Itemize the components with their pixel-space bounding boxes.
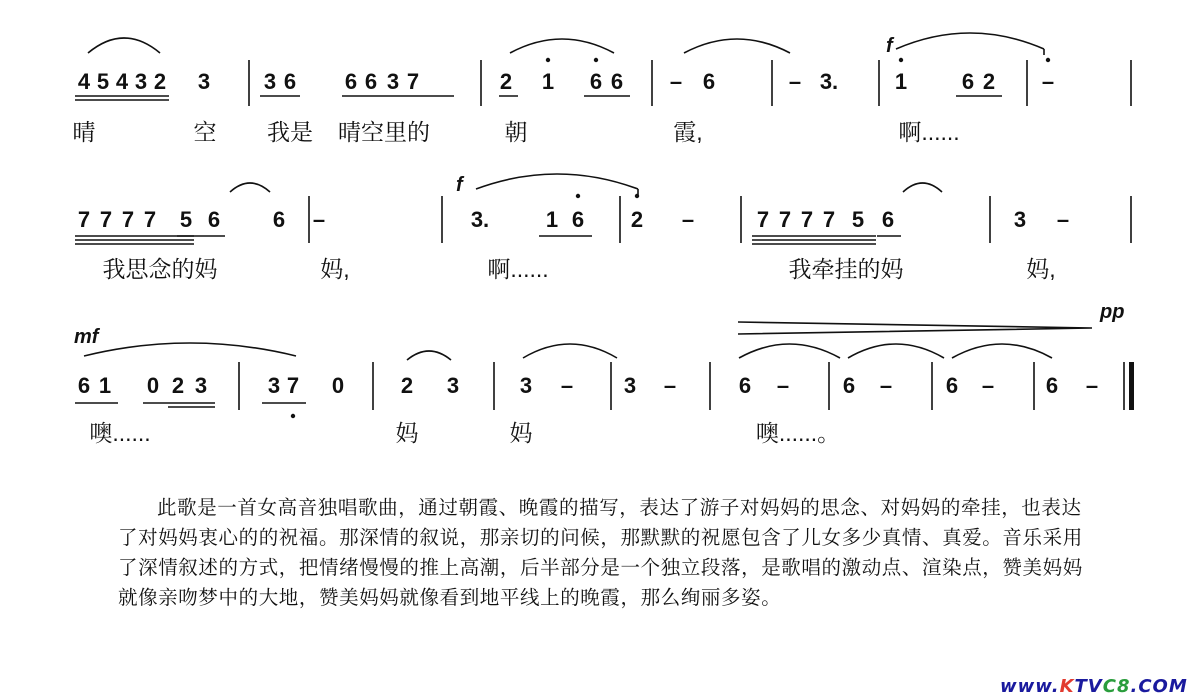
lyric: 我牵挂的妈 — [788, 256, 904, 282]
slur — [407, 351, 451, 360]
lyric: 晴空里的 — [338, 119, 430, 145]
note: 7 — [822, 207, 836, 232]
note: – — [1041, 69, 1055, 94]
note: 5 — [851, 207, 865, 232]
note: 2 — [499, 69, 513, 94]
slur — [84, 343, 296, 356]
note: – — [879, 373, 893, 398]
slur — [230, 183, 270, 192]
site-watermark — [1000, 676, 1188, 697]
slur — [684, 39, 790, 53]
slur — [952, 344, 1052, 358]
note: 6 — [344, 69, 358, 94]
note: 2 — [982, 69, 996, 94]
note: 3 — [194, 373, 208, 398]
note: 6 — [283, 69, 297, 94]
note: – — [776, 373, 790, 398]
note: 3 — [263, 69, 277, 94]
lyric: 空 — [193, 119, 217, 145]
lyric: 霞, — [673, 119, 703, 145]
note: 6 — [77, 373, 91, 398]
octave-dot — [594, 58, 598, 62]
note: – — [669, 69, 683, 94]
note: 3 — [267, 373, 281, 398]
note: – — [681, 207, 695, 232]
song-description: 此歌是一首女高音独唱歌曲，通过朝霞、晚霞的描写，表达了游子对妈妈的思念、对妈妈的牵挂，也表达了对妈妈衷心的的祝福。那深情的叙说，那亲切的问候，那默默的祝愿包含了儿女多少真情、真爱。音乐采用了深情叙述的方式，把情绪慢慢的推上高潮，后半部分是一个独立段落，是歌唱的激动点、渲染点，赞美妈妈就像亲吻梦中的大地，赞美妈妈就像看到地平线上的晚霞，那么绚丽多姿。 — [118, 496, 1083, 609]
slur — [903, 183, 942, 192]
note: – — [312, 207, 326, 232]
note: 7 — [143, 207, 157, 232]
decrescendo-hairpin — [738, 322, 1092, 334]
note: 6 — [571, 207, 585, 232]
note: 7 — [99, 207, 113, 232]
note: 6 — [881, 207, 895, 232]
slur — [88, 38, 160, 53]
note: 7 — [77, 207, 91, 232]
note: 3 — [623, 373, 637, 398]
note: 6 — [610, 69, 624, 94]
watermark-c8: C8 — [1102, 676, 1131, 697]
note: 4 — [77, 69, 91, 94]
note: 6 — [738, 373, 752, 398]
dynamic-mark: f — [456, 174, 463, 196]
note: 1 — [894, 69, 908, 94]
watermark-k: K — [1059, 676, 1075, 697]
lyric: 妈, — [1026, 256, 1056, 282]
watermark-com: .COM — [1130, 676, 1188, 697]
note: 3 — [134, 69, 148, 94]
note: 3. — [470, 207, 490, 232]
note: 7 — [286, 373, 300, 398]
slur — [476, 174, 638, 189]
dynamic-mark: f — [886, 35, 893, 57]
note: 2 — [630, 207, 644, 232]
note: 6 — [589, 69, 603, 94]
note: 7 — [406, 69, 420, 94]
note: 7 — [800, 207, 814, 232]
lyric: 妈, — [320, 256, 350, 282]
note: 1 — [541, 69, 555, 94]
octave-dot — [576, 194, 580, 198]
slur — [523, 344, 617, 358]
octave-dot — [1046, 58, 1050, 62]
final-barline-thick — [1129, 362, 1134, 410]
note: 2 — [153, 69, 167, 94]
note: 1 — [545, 207, 559, 232]
note: 1 — [98, 373, 112, 398]
note: 3 — [197, 69, 211, 94]
note: 0 — [146, 373, 160, 398]
note: 0 — [331, 373, 345, 398]
dynamic-mark: pp — [1100, 301, 1125, 323]
note: – — [1056, 207, 1070, 232]
note: 2 — [400, 373, 414, 398]
note: 7 — [121, 207, 135, 232]
note: 4 — [115, 69, 129, 94]
watermark-www: www. — [1000, 676, 1060, 697]
slur — [510, 39, 614, 53]
lyric: 妈 — [395, 420, 419, 446]
note: – — [981, 373, 995, 398]
slur — [739, 344, 840, 358]
note: – — [560, 373, 574, 398]
octave-dot — [635, 194, 639, 198]
note: 3 — [386, 69, 400, 94]
note: 5 — [96, 69, 110, 94]
note: – — [663, 373, 677, 398]
lyric: 啊...... — [898, 119, 960, 145]
lyric: 啊...... — [487, 256, 549, 282]
note: 6 — [272, 207, 286, 232]
lyric: 晴 — [72, 119, 96, 145]
note: 6 — [702, 69, 716, 94]
note: 3 — [519, 373, 533, 398]
note: 6 — [1045, 373, 1059, 398]
note: 5 — [179, 207, 193, 232]
lyric: 妈 — [509, 420, 533, 446]
note: – — [1085, 373, 1099, 398]
octave-dot — [291, 414, 295, 418]
octave-dot — [546, 58, 550, 62]
note: 3. — [819, 69, 839, 94]
slur — [848, 344, 944, 358]
note: 2 — [171, 373, 185, 398]
lyric: 噢......。 — [755, 420, 841, 446]
note: 6 — [364, 69, 378, 94]
note: 7 — [756, 207, 770, 232]
note: 3 — [1013, 207, 1027, 232]
watermark-tv: TV — [1074, 676, 1103, 697]
octave-dot — [899, 58, 903, 62]
lyric: 噢...... — [89, 420, 151, 446]
lyric: 朝 — [504, 119, 528, 145]
slur — [896, 33, 1044, 49]
note: 6 — [961, 69, 975, 94]
note: 6 — [207, 207, 221, 232]
dynamic-mark: mf — [74, 326, 99, 348]
lyric: 我是 — [267, 119, 313, 145]
note: – — [788, 69, 802, 94]
note: 7 — [778, 207, 792, 232]
note: 6 — [842, 373, 856, 398]
lyric: 我思念的妈 — [102, 256, 218, 282]
note: 3 — [446, 373, 460, 398]
note: 6 — [945, 373, 959, 398]
